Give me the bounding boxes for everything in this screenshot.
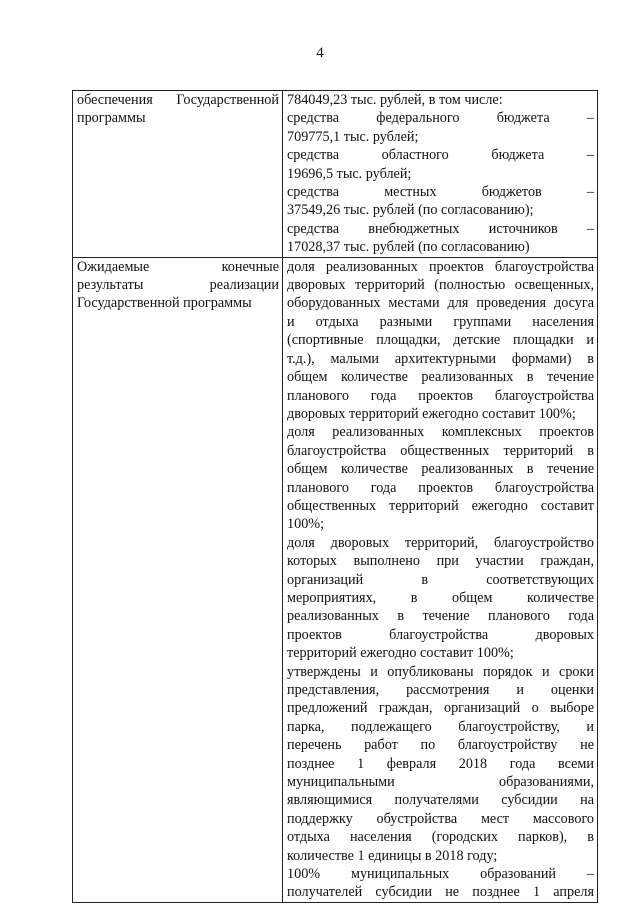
value-line: которых выполнено при участии граждан, [287, 553, 594, 570]
value-line: дворовых территорий ежегодно составит 100%; [287, 405, 576, 422]
value-paragraph [287, 663, 594, 865]
value-paragraph [287, 220, 594, 257]
value-paragraph [287, 91, 594, 109]
value-line: 37549,26 тыс. рублей (по согласованию); [287, 202, 534, 219]
value-line: 784049,23 тыс. рублей, в том числе: [287, 92, 503, 108]
value-line: средства местных бюджетов – [287, 184, 594, 201]
value-line: территорий ежегодно составит 100%; [287, 645, 514, 662]
label-line: результаты реализации [77, 277, 279, 294]
value-paragraph [287, 534, 594, 663]
value-line: поддержку обустройства мест массового [287, 810, 594, 827]
value-paragraph [287, 423, 594, 533]
value-line: позднее 1 февраля 2018 года всеми [287, 755, 594, 772]
value-line: муниципальными образованиями, [287, 774, 594, 791]
value-paragraph [287, 865, 594, 902]
row-label-cell [73, 257, 283, 902]
value-line: отдыха населения (городских парков), в [287, 829, 594, 846]
label-line: программы [77, 110, 146, 127]
value-paragraph [287, 183, 594, 220]
row-value-cell [283, 91, 598, 258]
value-line: планового года проектов благоустройства [287, 479, 594, 496]
value-line: средства областного бюджета – [287, 147, 594, 164]
value-line: оборудованных местами для проведения досуга [287, 295, 594, 312]
value-line: 19696,5 тыс. рублей; [287, 165, 412, 182]
value-paragraph [287, 109, 594, 146]
value-line: доля реализованных проектов благоустройства [287, 258, 594, 275]
table-row [73, 91, 598, 258]
value-line: перечень работ по благоустройству не [287, 737, 594, 754]
row-value-cell [283, 257, 598, 902]
value-line: 709775,1 тыс. рублей; [287, 128, 419, 145]
page-number: 4 [316, 45, 324, 61]
value-line: средства федерального бюджета – [287, 110, 594, 127]
value-line: проектов благоустройства дворовых [287, 626, 594, 643]
value-line: представления, рассмотрения и оценки [287, 682, 594, 698]
value-line: реализованных в течение планового года [287, 608, 594, 625]
value-line: парка, подлежащего благоустройству, и [287, 718, 594, 735]
value-line: количестве 1 единицы в 2018 году; [287, 847, 498, 864]
value-line: доля дворовых территорий, благоустройство [287, 534, 594, 551]
value-paragraph [287, 146, 594, 183]
value-line: т.д.), малыми архитектурными формами) в [287, 350, 594, 367]
value-line: общественных территорий ежегодно составит [287, 497, 594, 514]
label-line: обеспечения Государственной [77, 92, 279, 108]
value-line: утверждены и опубликованы порядок и сроки [287, 663, 594, 680]
label-line: Ожидаемые конечные [77, 258, 279, 275]
value-line: доля реализованных комплексных проектов [287, 424, 594, 441]
value-line: получателей субсидии не позднее 1 апреля [287, 884, 594, 901]
value-line: дворовых территорий (полностью освещенных, [287, 277, 594, 294]
value-line: и отдыха разными группами населения [287, 313, 594, 330]
value-line: 100% муниципальных образований – [287, 866, 594, 883]
value-line: предложений граждан, организаций о выборе [287, 700, 594, 717]
value-line: планового года проектов благоустройства [287, 387, 594, 404]
program-passport-table [72, 90, 598, 903]
value-line: средства внебюджетных источников – [287, 220, 594, 237]
value-line: организаций в соответствующих [287, 571, 594, 588]
table-row [73, 257, 598, 902]
label-line: Государственной программы [77, 295, 252, 312]
value-line: 100%; [287, 516, 325, 533]
value-line: мероприятиях, в общем количестве [287, 589, 594, 606]
value-line: 17028,37 тыс. рублей (по согласованию) [287, 239, 530, 256]
value-paragraph [287, 258, 594, 424]
value-line: (спортивные площадки, детские площадки и [287, 332, 594, 349]
value-line: общем количестве реализованных в течение [287, 461, 594, 478]
value-line: общем количестве реализованных в течение [287, 369, 594, 386]
row-label-cell [73, 91, 283, 258]
value-line: являющимися получателями субсидии на [287, 792, 594, 809]
value-line: благоустройства общественных территорий в [287, 442, 594, 459]
